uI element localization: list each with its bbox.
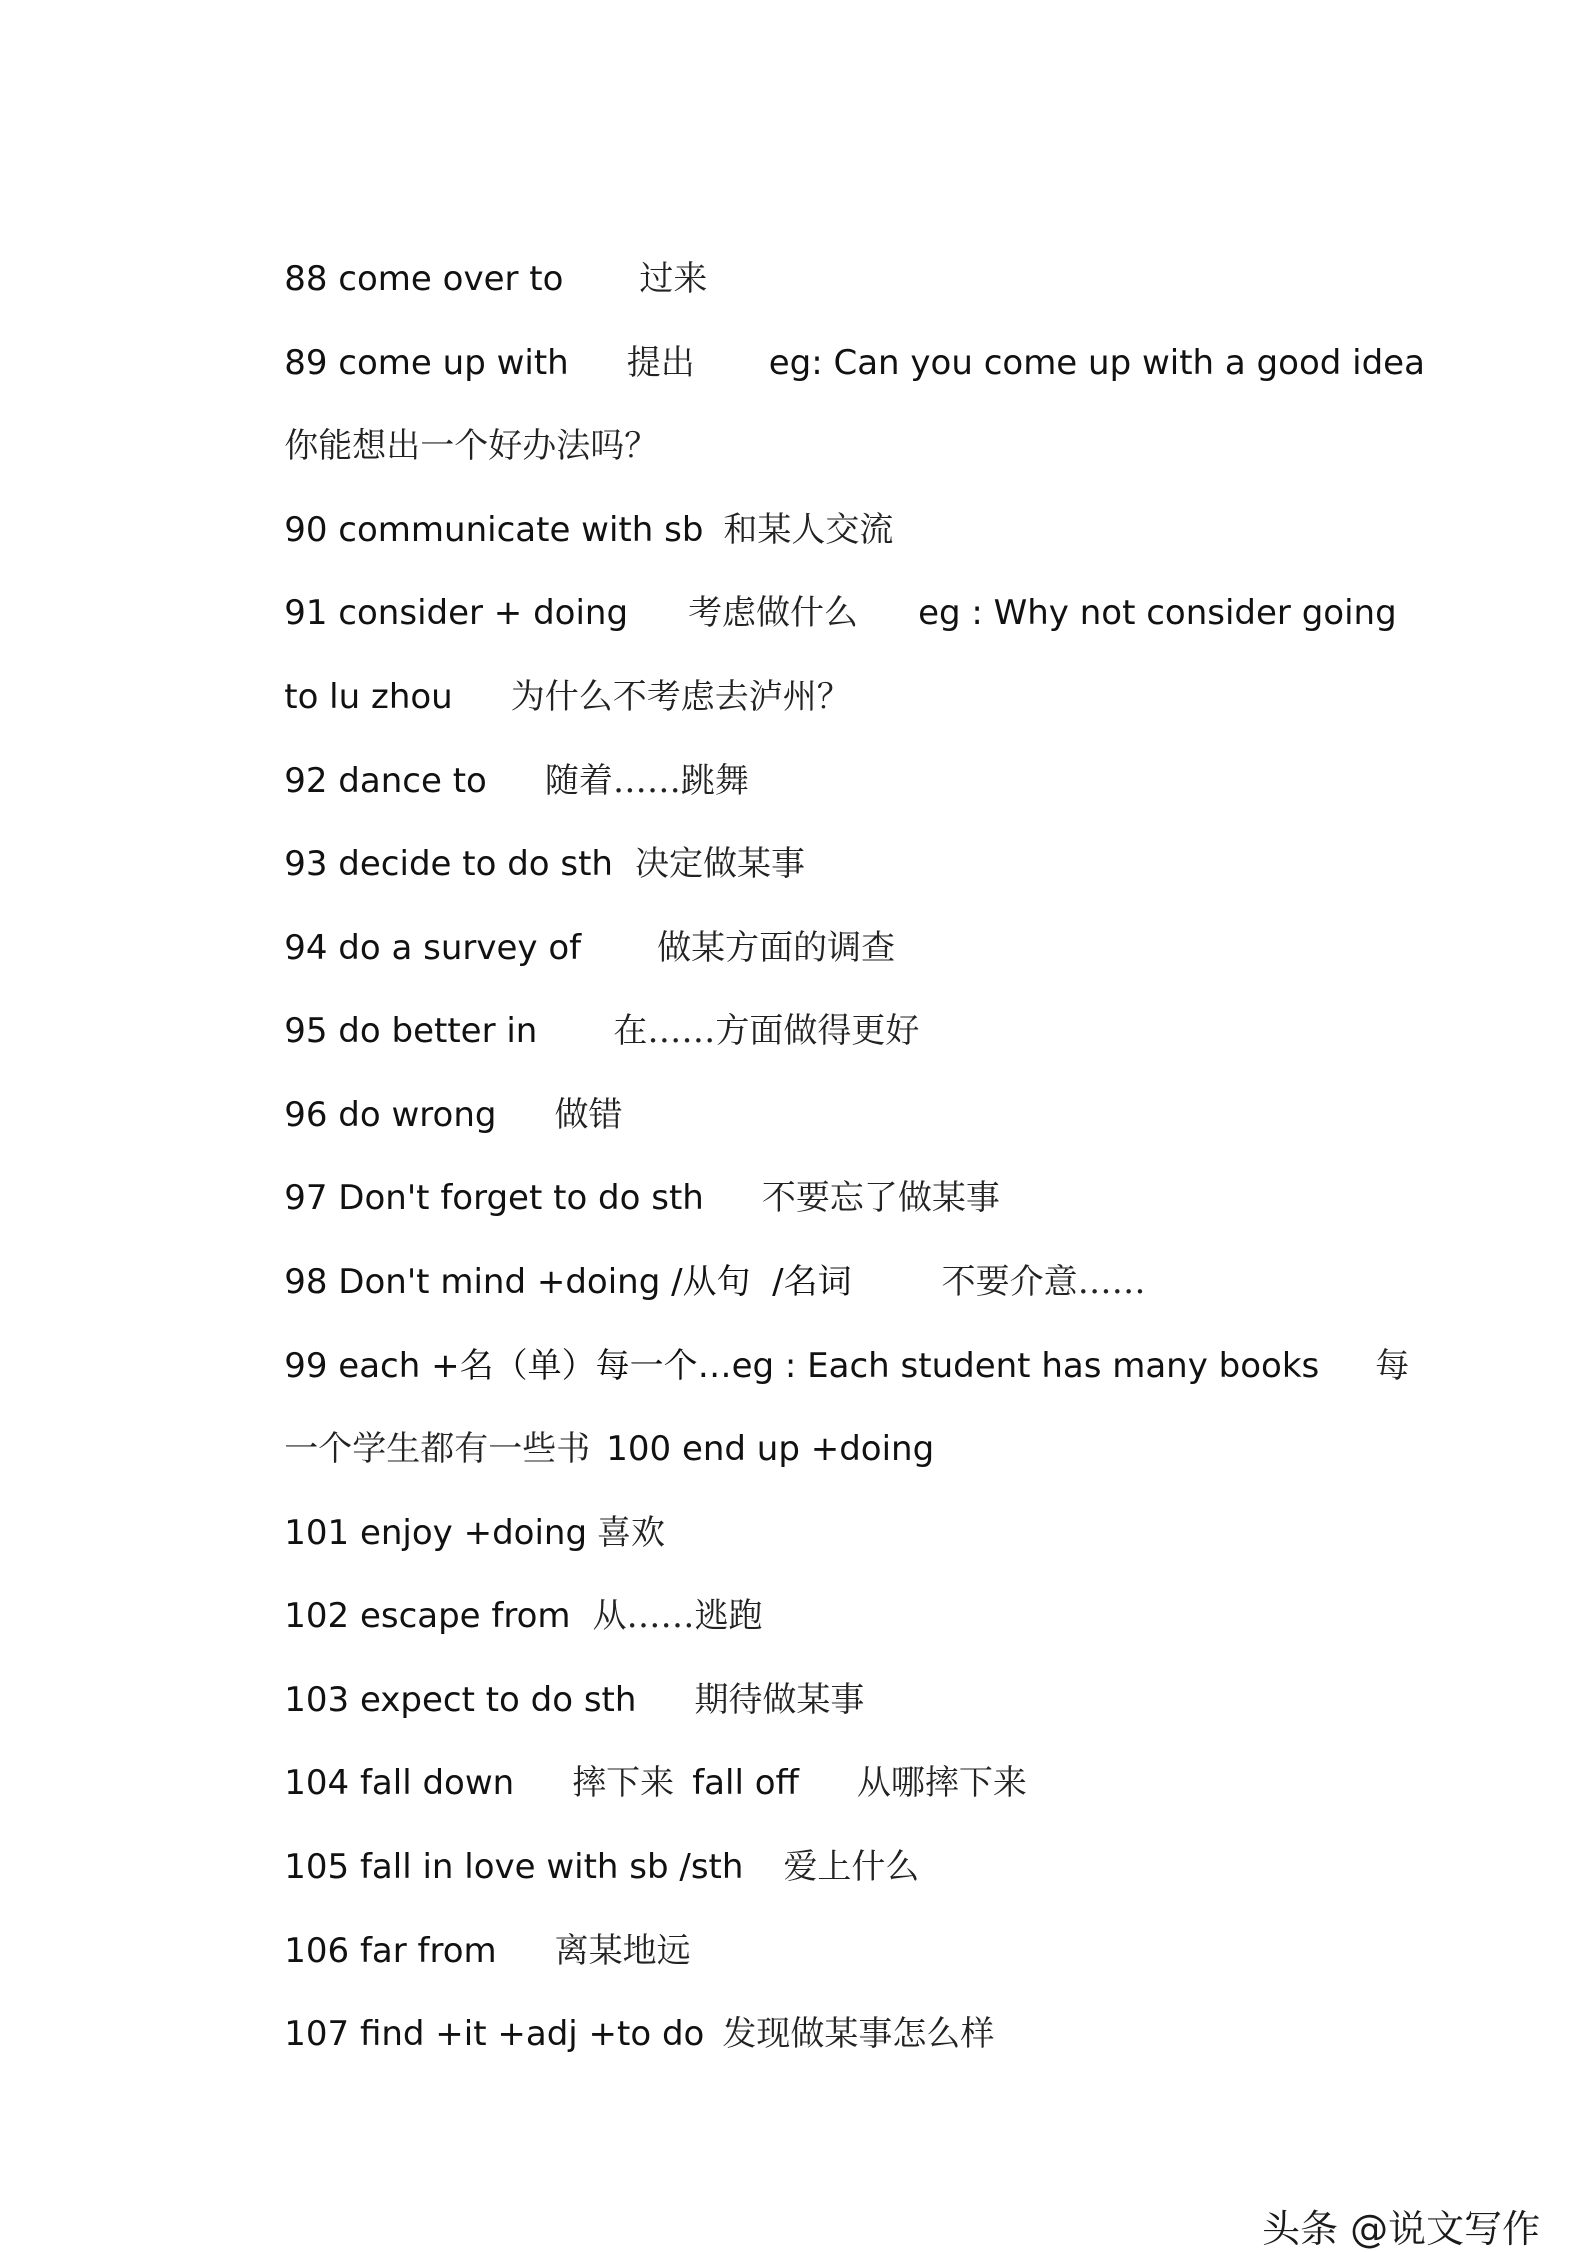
phrase-en: 96 do wrong — [284, 1095, 497, 1135]
phrase-zh: 喜欢 — [597, 1513, 666, 1553]
phrase-zh: 在……方面做得更好 — [613, 1011, 920, 1051]
phrase-en: 93 decide to do sth — [284, 844, 613, 884]
phrase-en: 89 come up with — [284, 343, 569, 383]
phrase-en: 90 communicate with sb — [284, 510, 704, 550]
phrase-en: 98 Don't mind +doing /从句 /名词 — [284, 1262, 852, 1302]
phrase-zh: 每 — [1375, 1346, 1410, 1386]
watermark: 头条 @说文写作 — [1262, 2207, 1541, 2251]
phrase-line-107 — [241, 1965, 994, 2103]
phrase-en: 99 each +名（单）每一个…eg : Each student has many books — [284, 1346, 1320, 1386]
phrase-en: 100 end up +doing — [606, 1429, 935, 1469]
phrase-en: 91 consider + doing — [284, 593, 629, 633]
phrase-en: 105 fall in love with sb /sth — [284, 1847, 744, 1887]
phrase-zh: 提出 — [626, 343, 695, 383]
example-zh: 你能想出一个好办法吗？ — [284, 426, 659, 466]
phrase-zh: 和某人交流 — [723, 510, 894, 550]
phrase-en: 101 enjoy +doing — [284, 1513, 588, 1553]
phrase-en-2: fall off — [692, 1763, 799, 1803]
phrase-zh: 爱上什么 — [783, 1847, 920, 1887]
phrase-zh-2: 从哪摔下来 — [856, 1763, 1027, 1803]
phrase-en: 95 do better in — [284, 1011, 538, 1051]
phrase-en: 103 expect to do sth — [284, 1680, 637, 1720]
phrase-zh: 发现做某事怎么样 — [722, 2014, 995, 2054]
example-zh: 为什么不考虑去泸州？ — [510, 677, 851, 717]
phrase-en: 107 find +it +adj +to do — [284, 2014, 705, 2054]
phrase-zh: 做某方面的调查 — [657, 928, 896, 968]
example-en: eg : Why not consider going — [918, 593, 1397, 633]
phrase-en: 94 do a survey of — [284, 928, 582, 968]
phrase-zh: 决定做某事 — [634, 844, 805, 884]
phrase-en: 92 dance to — [284, 761, 487, 801]
example-en: eg: Can you come up with a good idea — [768, 343, 1425, 383]
phrase-zh: 从……逃跑 — [592, 1596, 763, 1636]
phrase-zh: 考虑做什么 — [688, 593, 859, 633]
phrase-zh: 离某地远 — [554, 1931, 691, 1971]
phrase-en: 104 fall down — [284, 1763, 515, 1803]
example-en: to lu zhou — [284, 677, 453, 717]
phrase-zh: 过来 — [639, 259, 708, 299]
phrase-en: 102 escape from — [284, 1596, 571, 1636]
phrase-en: 97 Don't forget to do sth — [284, 1178, 704, 1218]
phrase-zh: 期待做某事 — [694, 1680, 865, 1720]
phrase-zh: 不要忘了做某事 — [761, 1178, 1000, 1218]
phrase-zh: 不要介意…… — [941, 1262, 1146, 1302]
phrase-zh: 做错 — [554, 1095, 623, 1135]
phrase-en: 88 come over to — [284, 259, 564, 299]
phrase-en: 106 far from — [284, 1931, 497, 1971]
phrase-zh: 摔下来 — [572, 1763, 675, 1803]
phrase-zh: 随着……跳舞 — [544, 761, 749, 801]
example-zh: 一个学生都有一些书 — [284, 1429, 591, 1469]
